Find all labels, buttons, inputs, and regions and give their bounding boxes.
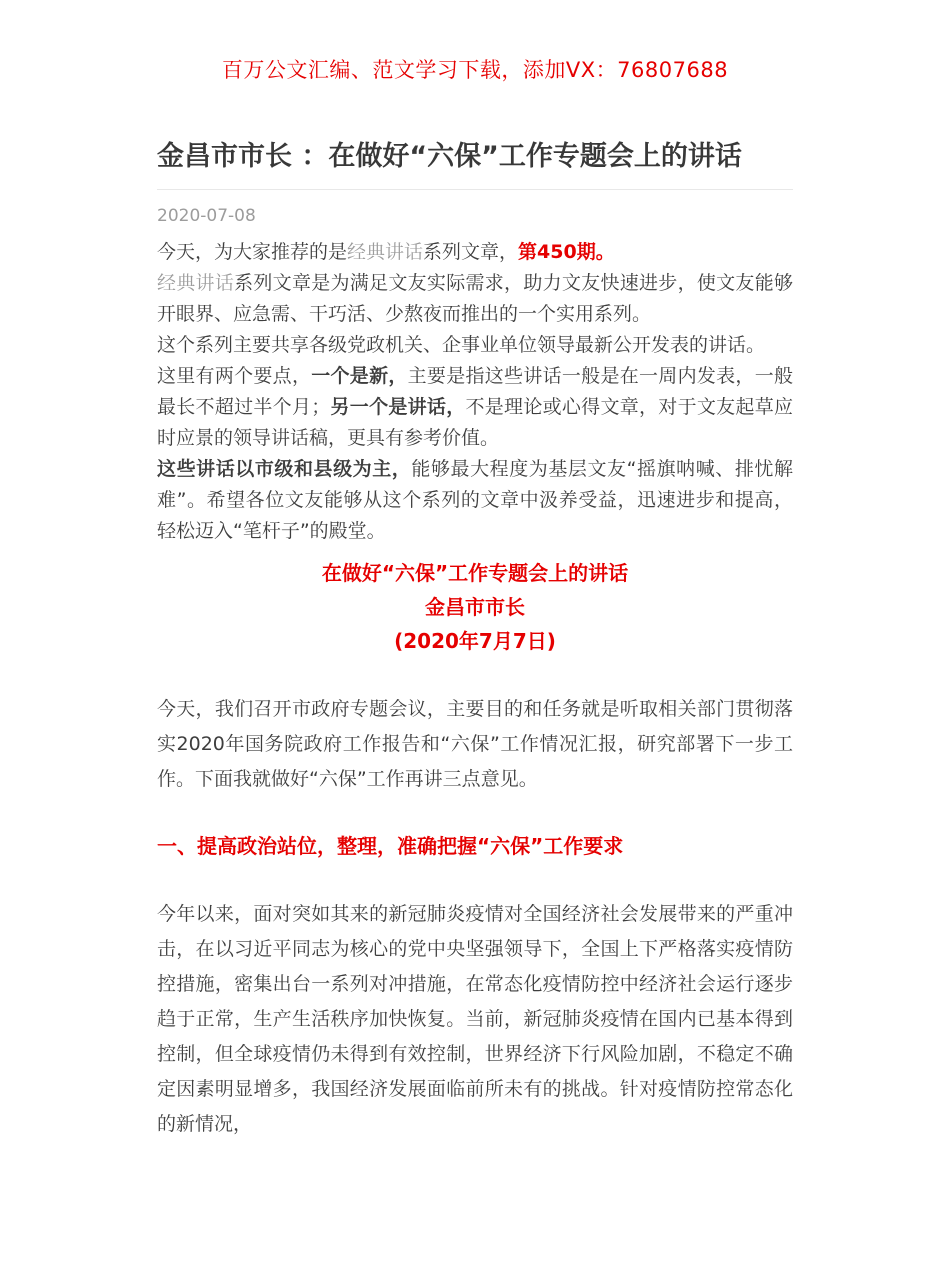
title-divider	[157, 189, 793, 190]
text-segment: 这些讲话以市级和县级为主，	[157, 458, 412, 480]
intro-paragraph	[157, 268, 793, 330]
speech-body	[157, 692, 793, 1142]
text-segment: 不是理论或心得文章，对于文友起草应时应景的领导讲话稿，更具有参考价值。	[157, 396, 793, 449]
section-heading-1: 一、提高政治站位，整理，准确把握“六保”工作要求	[157, 834, 624, 858]
page-title: 金昌市市长 ：在做好“六保”工作专题会上的讲话	[157, 141, 742, 172]
publish-date: 2020-07-08	[157, 206, 256, 226]
speech-paragraph: 今天，我们召开市政府专题会议，主要目的和任务就是听取相关部门贯彻落实2020年国务院政府工作报告和“六保”工作情况汇报，研究部署下一步工作。下面我就做好“六保”工作再讲三点意见。	[157, 698, 793, 790]
speech-heading	[157, 556, 793, 658]
text-segment: 另一个是讲话，	[330, 396, 466, 418]
intro-paragraph	[157, 361, 793, 454]
text-segment: 一个是新，	[311, 365, 408, 387]
intro-paragraph	[157, 237, 793, 268]
speech-date: (2020年7月7日)	[394, 629, 556, 653]
text-segment: 经典讲话	[157, 272, 235, 294]
text-segment: 能够最大程度为基层文友“摇旗呐喊、排忧解难”。希望各位文友能够从这个系列的文章中汲养受益，迅速进步和提高，轻松迈入“笔杆子”的殿堂。	[157, 458, 793, 542]
promo-banner: 百万公文汇编、范文学习下载，添加VX：76807688	[221, 58, 729, 82]
speech-speaker: 金昌市市长	[425, 595, 525, 619]
text-segment: 这个系列主要共享各级党政机关、企事业单位领导最新公开发表的讲话。	[157, 334, 766, 356]
speech-paragraph: 今年以来，面对突如其来的新冠肺炎疫情对全国经济社会发展带来的严重冲击，在以习近平同志为核心的党中央坚强领导下，全国上下严格落实疫情防控措施，密集出台一系列对冲措施，在常态化疫情防控中经济社会运行逐步趋于正常，生产生活秩序加快恢复。当前，新冠肺炎疫情在国内已基本得到控制，但全球疫情仍未得到有效控制，世界经济下行风险加剧，不稳定不确定因素明显增多，我国经济发展面临前所未有的挑战。针对疫情防控常态化的新情况，	[157, 903, 793, 1135]
text-segment: 这里有两个要点，	[157, 365, 312, 387]
article-container	[140, 140, 810, 1142]
text-segment: 系列文章是为满足文友实际需求，助力文友快速进步，使文友能够开眼界、应急需、干巧活、少熬夜而推出的一个实用系列。	[157, 272, 793, 325]
intro-paragraph	[157, 330, 793, 361]
article-page	[0, 54, 950, 1142]
text-segment: 系列文章，	[423, 241, 519, 263]
editor-intro	[157, 237, 793, 547]
speech-title: 在做好“六保”工作专题会上的讲话	[321, 561, 629, 585]
text-segment: 第450期。	[518, 241, 615, 263]
text-segment: 今天，为大家推荐的是	[157, 241, 348, 263]
intro-paragraph	[157, 454, 793, 547]
text-segment: 经典讲话	[347, 241, 424, 263]
text-segment: 主要是指这些讲话一般是在一周内发表，一般最长不超过半个月；	[157, 365, 793, 418]
